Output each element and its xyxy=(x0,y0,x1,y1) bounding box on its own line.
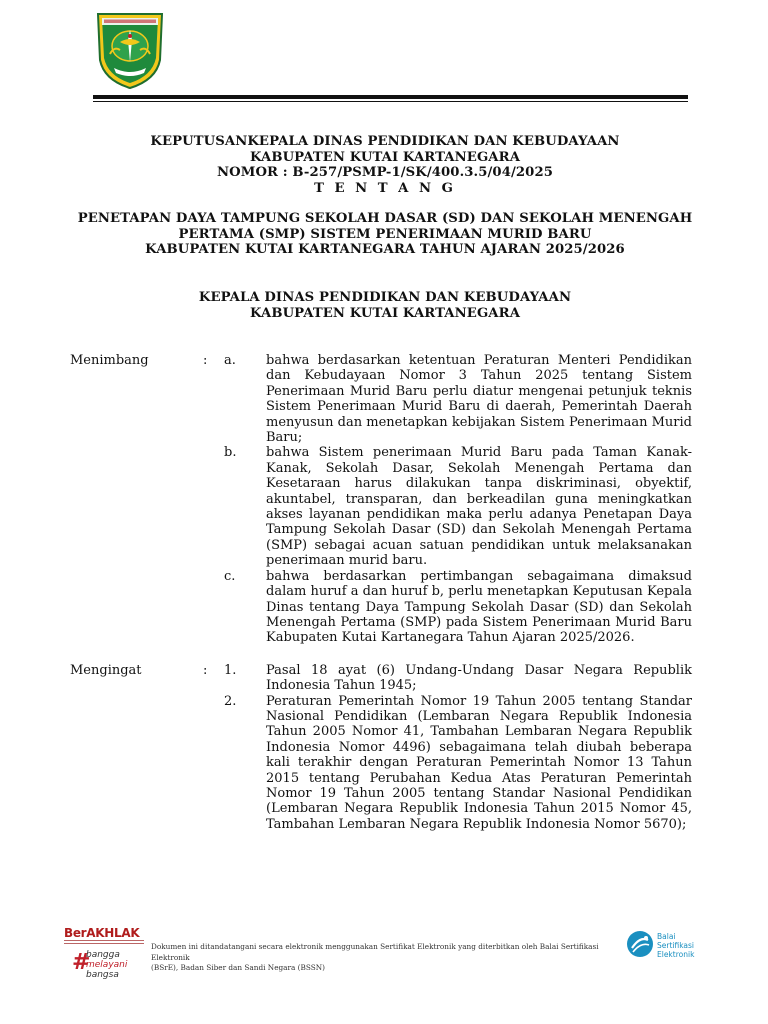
decree-title: KEPUTUSANKEPALA DINAS PENDIDIKAN DAN KEBUDAYAAN xyxy=(150,134,620,149)
letterhead-rule-thin xyxy=(93,101,688,102)
list-item-text: Peraturan Pemerintah Nomor 19 Tahun 2005 tentang Standar Nasional Pendidikan (Lembaran Negara Republik Indonesia Tahun 2005 Nomor 41, Tambahan Lembaran Negara Republik Indonesia Nomor 4496) sebagaimana telah diubah beberapa kali terakhir dengan Peraturan Pemerintah Nomor 13 Tahun 2015 tentang Perubahan Kedua Atas Peraturan Pemerintah Nomor 19 Tahun 2005 tentang Standar Nasional Pendidikan (Lembaran Negara Republik Indonesia Tahun 2015 Nomor 45, Tambahan Lembaran Negara Republik Indonesia Nomor 5670); xyxy=(266,693,692,832)
list-item-text: Pasal 18 ayat (6) Undang-Undang Dasar Negara Republik Indonesia Tahun 1945; xyxy=(266,662,692,694)
list-item xyxy=(0,569,768,646)
list-item-text: bahwa berdasarkan ketentuan Peraturan Menteri Pendidikan dan Kebudayaan Nomor 3 Tahun 2025 tentang Sistem Penerimaan Murid Baru perlu diatur mengenai petunjuk teknis Sistem Penerimaan Murid Baru di daerah, Pemerintah Daerah menyusun dan menetapkan kebijakan Sistem Penerimaan Murid Baru; xyxy=(266,353,692,446)
hashtag-icon: # xyxy=(72,950,91,975)
decree-tentang: T E N T A N G xyxy=(314,180,456,196)
list-marker: a. xyxy=(224,353,236,368)
decree-regency: KABUPATEN KUTAI KARTANEGARA xyxy=(249,149,521,165)
decree-subject-block xyxy=(60,211,710,258)
decree-subject-line: KABUPATEN KUTAI KARTANEGARA TAHUN AJARAN 2025/2026 xyxy=(145,242,625,257)
decree-title-block xyxy=(60,134,710,196)
section-colon: : xyxy=(203,353,208,368)
berakhlak-logo xyxy=(64,918,150,980)
berakhlak-tagline-lines xyxy=(64,940,144,945)
list-marker: b. xyxy=(224,445,237,461)
list-marker: c. xyxy=(224,568,236,584)
list-marker: 1. xyxy=(224,662,237,678)
list-item-text: bahwa Sistem penerimaan Murid Baru pada Taman Kanak-Kanak, Sekolah Dasar, Sekolah Menengah Pertama dan Kesetaraan harus dilakukan tanpa diskriminasi, obyektif, akuntabel, transparan, dan berkeadilan guna meningkatkan akses layanan pendidikan maka perlu adanya Penetapan Daya Tampung Sekolah Dasar (SD) dan Sekolah Menengah Pertama (SMP) sebagai acuan satuan pendidikan untuk melaksanakan penerimaan murid baru. xyxy=(266,445,692,569)
section-label: Mengingat xyxy=(70,662,142,678)
decree-body xyxy=(0,353,768,832)
berakhlak-title: BerAKHLAK xyxy=(64,926,140,940)
section-label: Menimbang xyxy=(70,353,149,368)
regency-seal-icon xyxy=(94,6,166,90)
decree-authority-line: KEPALA DINAS PENDIDIKAN DAN KEBUDAYAAN xyxy=(198,290,572,305)
list-item xyxy=(0,663,768,694)
decree-subject-line: PENETAPAN DAYA TAMPUNG SEKOLAH DASAR (SD) DAN SEKOLAH MENENGAH xyxy=(77,211,693,226)
list-item xyxy=(0,445,768,568)
list-item xyxy=(0,353,768,445)
electronic-signature-note: Dokumen ini ditandatangani secara elektronik menggunakan Sertifikat Elektronik yang diterbitkan oleh Balai Sertifikasi Elektronik (BSrE), Badan Siber dan Sandi Negara (BSSN) xyxy=(151,942,599,972)
list-marker: 2. xyxy=(224,693,237,709)
decree-authority-line: KABUPATEN KUTAI KARTANEGARA xyxy=(249,305,521,321)
list-item xyxy=(0,694,768,833)
page-footer xyxy=(0,910,768,980)
section-mengingat xyxy=(0,663,768,832)
bsre-icon xyxy=(626,930,654,958)
decree-authority-block xyxy=(60,290,710,321)
bangga-melayani-bangsa: bangga melayani bangsa xyxy=(86,950,128,980)
decree-number: NOMOR : B-257/PSMP-1/SK/400.3.5/04/2025 xyxy=(217,165,553,180)
bsre-name: Balai Sertifikasi Elektronik xyxy=(657,932,695,959)
letterhead-rule-thick xyxy=(93,95,688,99)
section-colon: : xyxy=(203,662,208,678)
section-menimbang xyxy=(0,353,768,646)
decree-subject-line: PERTAMA (SMP) SISTEM PENERIMAAN MURID BARU xyxy=(178,226,592,242)
list-item-text: bahwa berdasarkan pertimbangan sebagaimana dimaksud dalam huruf a dan huruf b, perlu menetapkan Keputusan Kepala Dinas tentang Daya Tampung Sekolah Dasar (SD) dan Sekolah Menengah Pertama (SMP) pada Sistem Penerimaan Murid Baru Kabupaten Kutai Kartanegara Tahun Ajaran 2025/2026. xyxy=(266,568,692,646)
bsre-logo xyxy=(626,930,706,966)
